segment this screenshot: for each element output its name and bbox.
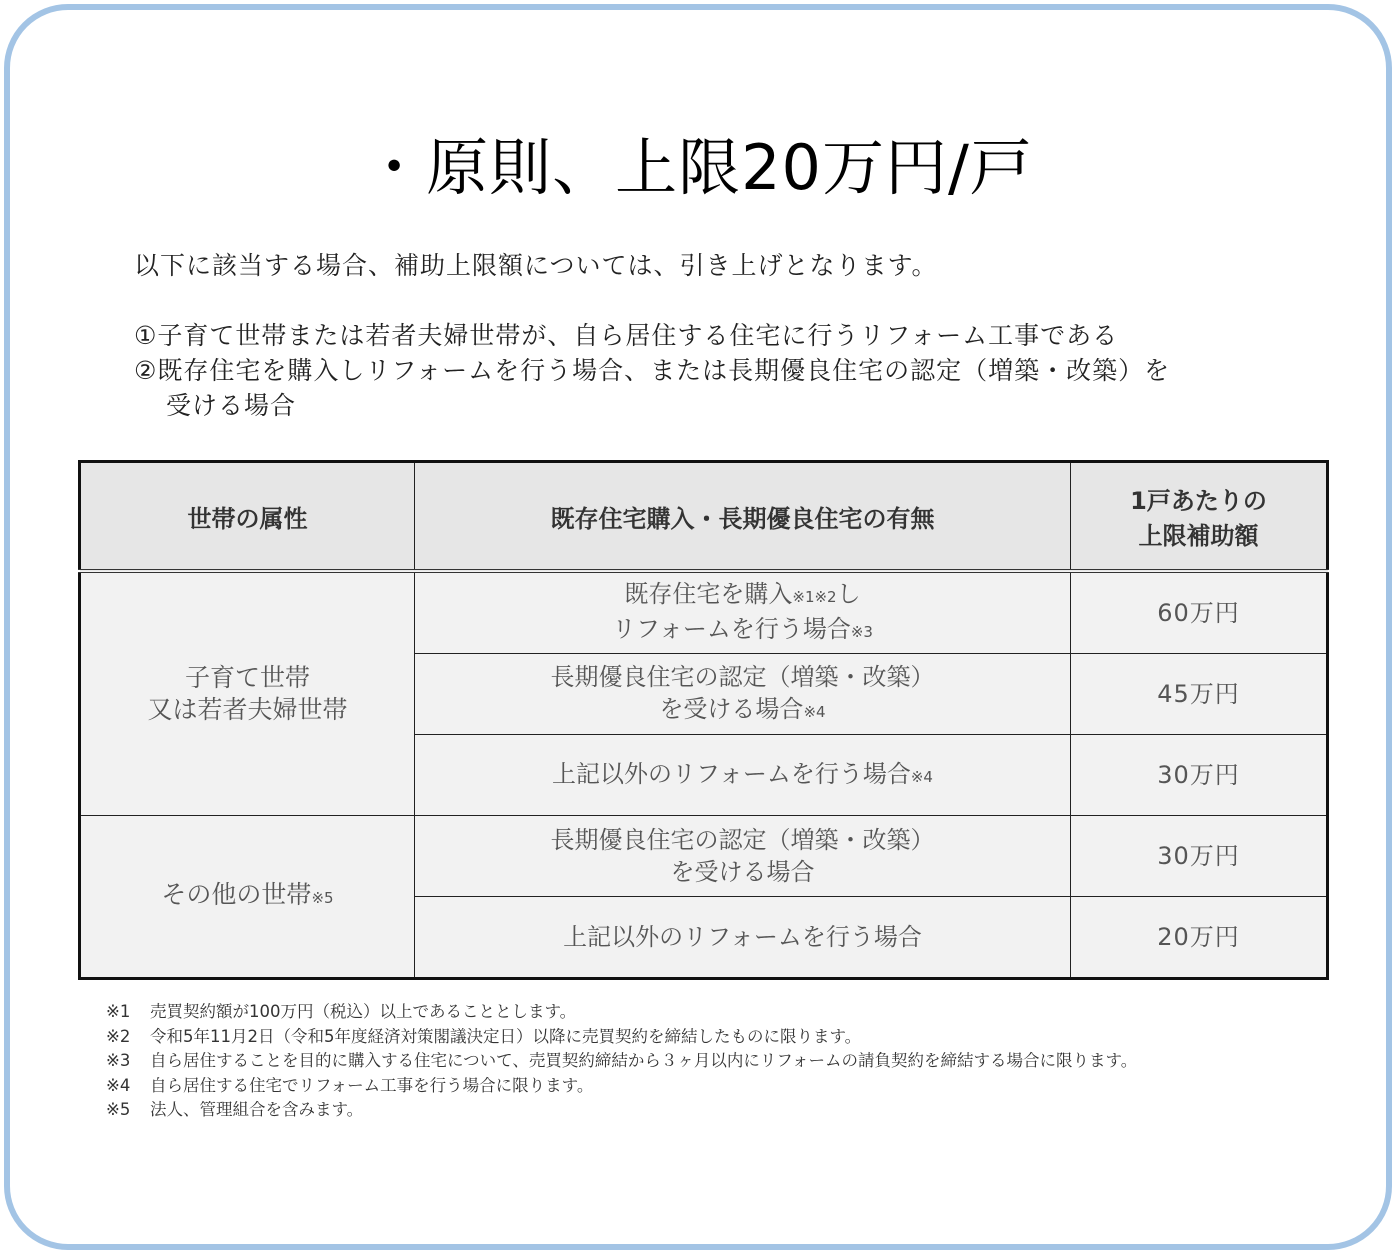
cell-text: リフォームを行う場合 [612, 615, 851, 643]
footnote-item [106, 1074, 1306, 1099]
condition-1: ①子育て世帯または若者夫婦世帯が、自ら居住する住宅に行うリフォーム工事である [134, 321, 1119, 350]
condition-cell [415, 897, 1071, 979]
household-cell-other [80, 816, 415, 979]
household-label-line1: 子育て世帯 [184, 663, 310, 692]
amount-cell: 60万円 [1071, 571, 1328, 654]
condition-cell [415, 735, 1071, 816]
footnote-item [106, 1025, 1306, 1050]
footnote-item [106, 1000, 1306, 1025]
table-header-row [80, 462, 1328, 572]
footnote-ref: ※4 [803, 702, 826, 721]
header-purchase-type: 既存住宅購入・長期優良住宅の有無 [415, 462, 1071, 572]
footnotes [106, 1000, 1306, 1123]
footnote-text: 売買契約額が100万円（税込）以上であることとします。 [150, 1002, 577, 1021]
footnote-text: 法人、管理組合を含みます。 [150, 1100, 364, 1119]
footnote-ref: ※4 [910, 767, 933, 786]
condition-cell [415, 654, 1071, 735]
amount-cell: 20万円 [1071, 897, 1328, 979]
footnote-ref: ※3 [850, 623, 873, 641]
intro-text: 以下に該当する場合、補助上限額については、引き上げとなります。 [134, 251, 938, 280]
cell-text: を受ける場合 [659, 694, 804, 723]
cell-text: 長期優良住宅の認定（増築・改築） [550, 826, 935, 854]
footnote-item [106, 1098, 1306, 1123]
amount-cell: 45万円 [1071, 654, 1328, 735]
condition-2: ②既存住宅を購入しリフォームを行う場合、または長期優良住宅の認定（増築・改築）を [134, 356, 1171, 385]
table-row [80, 816, 1328, 897]
footnote-item [106, 1049, 1306, 1074]
household-cell-young [80, 571, 415, 816]
footnote-text: 令和5年11月2日（令和5年度経済対策閣議決定日）以降に売買契約を締結したものに限ります。 [150, 1026, 862, 1046]
header-limit [1071, 462, 1328, 572]
footnote-mark: ※3 [106, 1051, 131, 1070]
household-label-line2: 又は若者夫婦世帯 [147, 695, 348, 724]
footnote-mark: ※2 [106, 1026, 131, 1046]
condition-cell [415, 571, 1071, 654]
page-title: ・原則、上限20万円/戸 [363, 131, 1033, 204]
cell-text: し [836, 580, 861, 608]
header-limit-line2: 上限補助額 [1138, 522, 1259, 550]
footnote-text: 自ら居住することを目的に購入する住宅について、売買契約締結から３ヶ月以内にリフォームの請負契約を締結する場合に限ります。 [150, 1051, 1138, 1070]
table-row [80, 571, 1328, 654]
footnote-ref: ※1※2 [792, 588, 837, 606]
cell-text: 既存住宅を購入 [624, 580, 793, 608]
conditions-list [134, 318, 1324, 423]
footnote-text: 自ら居住する住宅でリフォーム工事を行う場合に限ります。 [150, 1075, 594, 1095]
subsidy-table [78, 460, 1329, 980]
amount-cell: 30万円 [1071, 816, 1328, 897]
header-household-attr: 世帯の属性 [80, 462, 415, 572]
condition-cell [415, 816, 1071, 897]
cell-text: を受ける場合 [670, 858, 815, 886]
footnote-mark: ※4 [106, 1075, 131, 1095]
footnote-mark: ※5 [106, 1100, 131, 1119]
household-label-line1: その他の世帯 [161, 880, 312, 909]
footnote-ref: ※5 [311, 889, 334, 907]
cell-text: 上記以外のリフォームを行う場合 [552, 759, 911, 788]
cell-text: 長期優良住宅の認定（増築・改築） [550, 662, 935, 691]
amount-cell: 30万円 [1071, 735, 1328, 816]
cell-text: 上記以外のリフォームを行う場合 [563, 923, 922, 951]
condition-2-cont: 受ける場合 [166, 391, 297, 420]
header-limit-line1: 1戸あたりの [1130, 487, 1267, 515]
footnote-mark: ※1 [106, 1002, 131, 1021]
